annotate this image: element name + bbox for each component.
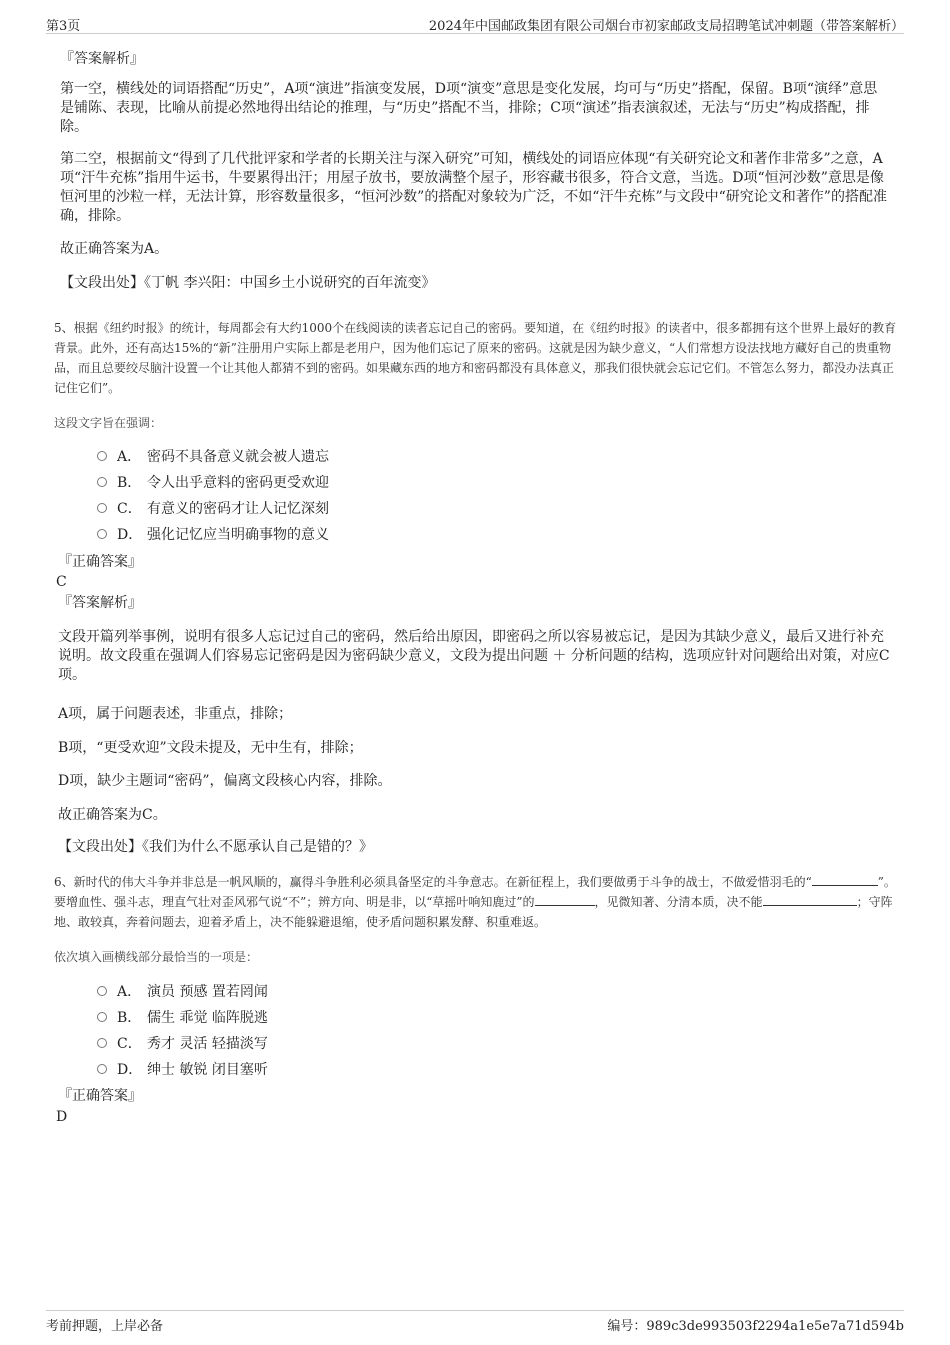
option-c[interactable]: [97, 500, 329, 518]
analysis-label: 『答案解析』: [60, 51, 144, 67]
option-b[interactable]: [97, 1009, 268, 1027]
question-text-part: ；守阵地、敢较真，奔着问题去，迎着矛盾上，决不能躲避退缩，使矛盾问题积累发酵、积重难返。: [54, 895, 893, 929]
option-letter: B．: [117, 1010, 142, 1026]
analysis-paragraph: 文段开篇列举事例，说明有很多人忘记过自己的密码，然后给出原因，即密码之所以容易被忘记，是因为其缺少意义，最后又进行补充说明。故文段重在强调人们容易忘记密码是因为密码缺少意义，文段为提出问题 ＋ 分析问题的结构，选项应针对问题给出对策，对应C项。: [58, 629, 890, 683]
analysis-paragraph: 第二空，根据前文“得到了几代批评家和学者的长期关注与深入研究”可知，横线处的词语应体现“有关研究论文和著作非常多”之意，A项“汗牛充栋”指用牛运书，牛要累得出汗；用屋子放书，要放满整个屋子，形容藏书很多，符合文意，当选。D项“恒河沙数”意思是像恒河里的沙粒一样，无法计算，形容数量很多，“恒河沙数”的搭配对象较为广泛，不如“汗牛充栋”与文段中“研究论文和著作”的搭配准确，排除。: [60, 151, 887, 224]
option-text: 演员 预感 置若罔闻: [147, 984, 268, 1000]
option-a[interactable]: [97, 983, 268, 1001]
option-letter: A．: [117, 449, 142, 465]
page-number: 第3页: [46, 19, 81, 34]
page-header: [46, 13, 904, 34]
option-letter: C．: [117, 501, 142, 517]
option-b[interactable]: [97, 474, 329, 492]
question-6-stem: 依次填入画横线部分最恰当的一项是：: [54, 950, 259, 964]
question-5-text: 5、根据《纽约时报》的统计，每周都会有大约1000个在线阅读的读者忘记自己的密码。要知道，在《纽约时报》的读者中，很多都拥有这个世界上最好的教育背景。此外，还有高达15%的“新”注册用户实际上都是老用户，因为他们忘记了原来的密码。这就是因为缺少意义，“人们常想方设法找地方藏好自己的贵重物品，而且总要绞尽脑汁设置一个让其他人都猜不到的密码。如果藏东西的地方和密码都没有具体意义，那我们很快就会忘记它们。不管怎么努力，都没办法真正记住它们”。: [54, 321, 897, 395]
question-text-part: ，见微知著、分清本质，决不能: [594, 895, 763, 909]
option-d[interactable]: [97, 1061, 268, 1079]
correct-answer-label: 『正确答案』: [58, 554, 142, 570]
question-6-text: [54, 872, 904, 932]
correct-answer: D: [56, 1109, 68, 1125]
source-citation: 【文段出处】《丁帆 李兴阳：中国乡土小说研究的百年流变》: [60, 275, 436, 291]
source-citation: 【文段出处】《我们为什么不愿承认自己是错的？》: [58, 839, 373, 855]
answer-conclusion: 故正确答案为C。: [58, 807, 167, 823]
option-text: 绅士 敏锐 闭目塞听: [147, 1062, 268, 1078]
document-id: 编号：989c3de993503f2294a1e5e7a71d594b: [607, 1319, 904, 1334]
option-letter: D．: [117, 1062, 143, 1078]
correct-answer: C: [56, 574, 67, 590]
radio-icon[interactable]: [97, 1038, 107, 1048]
analysis-label: 『答案解析』: [58, 595, 142, 611]
question-text-part: 6、新时代的伟大斗争并非总是一帆风顺的，赢得斗争胜利必须具备坚定的斗争意志。在新征程上，我们要做勇于斗争的战士，不做爱惜羽毛的“: [54, 875, 812, 889]
radio-icon[interactable]: [97, 477, 107, 487]
option-c[interactable]: [97, 1035, 268, 1053]
fill-blank: [535, 893, 595, 906]
analysis-paragraph: 第一空，横线处的词语搭配“历史”，A项“演进”指演变发展，D项“演变”意思是变化发展，均可与“历史”搭配，保留。B项“演绎”意思是铺陈、表现，比喻从前提必然地得出结论的推理，与“历史”搭配不当，排除；C项“演述”指表演叙述，无法与“历史”构成搭配，排除。: [60, 81, 878, 135]
option-text: 强化记忆应当明确事物的意义: [147, 527, 329, 543]
radio-icon[interactable]: [97, 986, 107, 996]
radio-icon[interactable]: [97, 1012, 107, 1022]
question-5-stem: 这段文字旨在强调：: [54, 416, 163, 430]
option-text: 令人出乎意料的密码更受欢迎: [147, 475, 329, 491]
radio-icon[interactable]: [97, 503, 107, 513]
option-letter: B．: [117, 475, 142, 491]
analysis-option-a: A项，属于问题表述，非重点，排除；: [58, 706, 293, 722]
radio-icon[interactable]: [97, 1064, 107, 1074]
fill-blank: [812, 873, 878, 886]
option-letter: D．: [117, 527, 143, 543]
correct-answer-label: 『正确答案』: [58, 1088, 142, 1104]
option-text: 儒生 乖觉 临阵脱逃: [147, 1010, 268, 1026]
option-letter: C．: [117, 1036, 142, 1052]
answer-conclusion: 故正确答案为A。: [60, 241, 169, 257]
document-title: 2024年中国邮政集团有限公司烟台市初家邮政支局招聘笔试冲刺题（带答案解析）: [428, 19, 904, 34]
footer-slogan: 考前押题，上岸必备: [46, 1319, 164, 1334]
question-text-part: ”。要增血性、强斗志，理直气壮对歪风邪气说“不”；辨方向、明是非，以“草摇叶响知鹿过”的: [54, 875, 896, 909]
analysis-option-d: D项，缺少主题词“密码”，偏离文段核心内容，排除。: [58, 773, 392, 789]
analysis-option-b: B项，“更受欢迎”文段未提及，无中生有，排除；: [58, 740, 363, 756]
radio-icon[interactable]: [97, 529, 107, 539]
option-a[interactable]: [97, 448, 329, 466]
option-text: 密码不具备意义就会被人遗忘: [147, 449, 329, 465]
fill-blank: [763, 893, 857, 906]
option-text: 秀才 灵活 轻描淡写: [147, 1036, 268, 1052]
radio-icon[interactable]: [97, 451, 107, 461]
option-d[interactable]: [97, 526, 329, 544]
page-footer: [46, 1310, 904, 1335]
option-letter: A．: [117, 984, 142, 1000]
option-text: 有意义的密码才让人记忆深刻: [147, 501, 329, 517]
